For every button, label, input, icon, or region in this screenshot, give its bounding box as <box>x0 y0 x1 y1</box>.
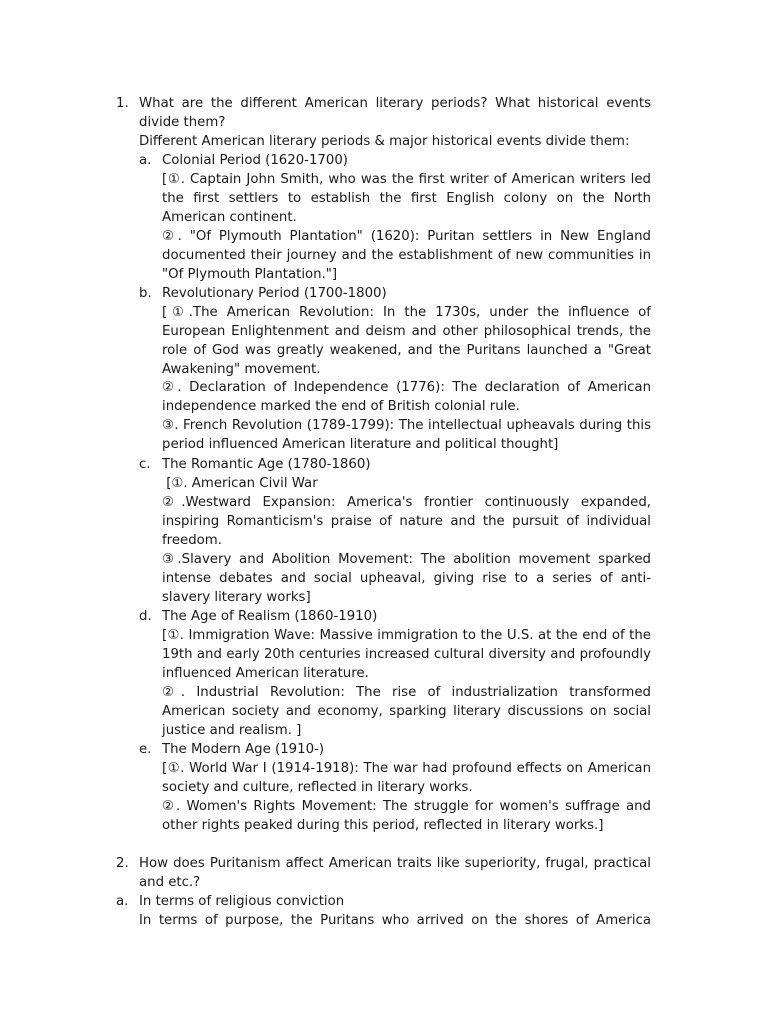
period-b-point-3: ③. French Revolution (1789-1799): The intellectual upheavals during this period influenced American literature and political thought] <box>162 418 651 452</box>
period-e-letter: e. <box>139 742 152 757</box>
question-1-intro: Different American literary periods & major historical events divide them: <box>139 134 630 149</box>
period-c-letter: c. <box>139 457 151 472</box>
period-a-letter: a. <box>139 153 152 168</box>
question-2-sub-letter: a. <box>116 894 129 909</box>
period-a-point-2: ②. "Of Plymouth Plantation" (1620): Puritan settlers in New England documented their journey and the establishment of new communities in "Of Plymouth Plantation."] <box>162 229 651 282</box>
question-2-text: How does Puritanism affect American traits like superiority, frugal, practical and etc.? <box>139 856 651 890</box>
period-d-title: The Age of Realism (1860-1910) <box>162 609 378 624</box>
question-1-number: 1. <box>116 96 129 111</box>
period-a-point-1: [①. Captain John Smith, who was the first writer of American writers led the first settlers to establish the first English colony on the North American continent. <box>162 172 651 225</box>
period-c-title: The Romantic Age (1780-1860) <box>162 457 371 472</box>
period-d-point-1: [①. Immigration Wave: Massive immigration to the U.S. at the end of the 19th and early 20th centuries increased cultural diversity and profoundly influenced American literature. <box>162 628 651 681</box>
period-d-point-2: ②. Industrial Revolution: The rise of industrialization transformed American society and economy, sparking literary discussions on social justice and realism. ] <box>162 685 651 738</box>
question-2-number: 2. <box>116 856 129 871</box>
period-e-point-1: [①. World War I (1914-1918): The war had profound effects on American society and culture, reflected in literary works. <box>162 761 651 795</box>
period-e-title: The Modern Age (1910-) <box>162 742 325 757</box>
period-b-point-2: ②. Declaration of Independence (1776): The declaration of American independence marked the end of British colonial rule. <box>162 380 651 414</box>
period-b-point-1: [①.The American Revolution: In the 1730s, under the influence of European Enlightenment and deism and other philosophical trends, the role of God was greatly weakened, and the Puritans launched a "Great Awakening" movement. <box>162 305 651 377</box>
period-d-letter: d. <box>139 609 152 624</box>
period-e-point-2: ②. Women's Rights Movement: The struggle for women's suffrage and other rights peaked during this period, reflected in literary works.] <box>162 799 651 833</box>
question-2-sub-text: In terms of purpose, the Puritans who arrived on the shores of America <box>139 913 651 928</box>
period-b-title: Revolutionary Period (1700-1800) <box>162 286 387 301</box>
period-a-title: Colonial Period (1620-1700) <box>162 153 348 168</box>
period-c-point-3: ③.Slavery and Abolition Movement: The abolition movement sparked intense debates and social upheaval, giving rise to a series of anti-slavery literary works] <box>162 552 651 605</box>
question-2-sub-title: In terms of religious conviction <box>139 894 345 909</box>
period-b-letter: b. <box>139 286 152 301</box>
question-1-text: What are the different American literary periods? What historical events divide them? <box>139 96 651 130</box>
period-c-point-1: [①. American Civil War <box>162 476 318 491</box>
period-c-point-2: ②.Westward Expansion: America's frontier continuously expanded, inspiring Romanticism's praise of nature and the pursuit of individual freedom. <box>162 495 651 548</box>
